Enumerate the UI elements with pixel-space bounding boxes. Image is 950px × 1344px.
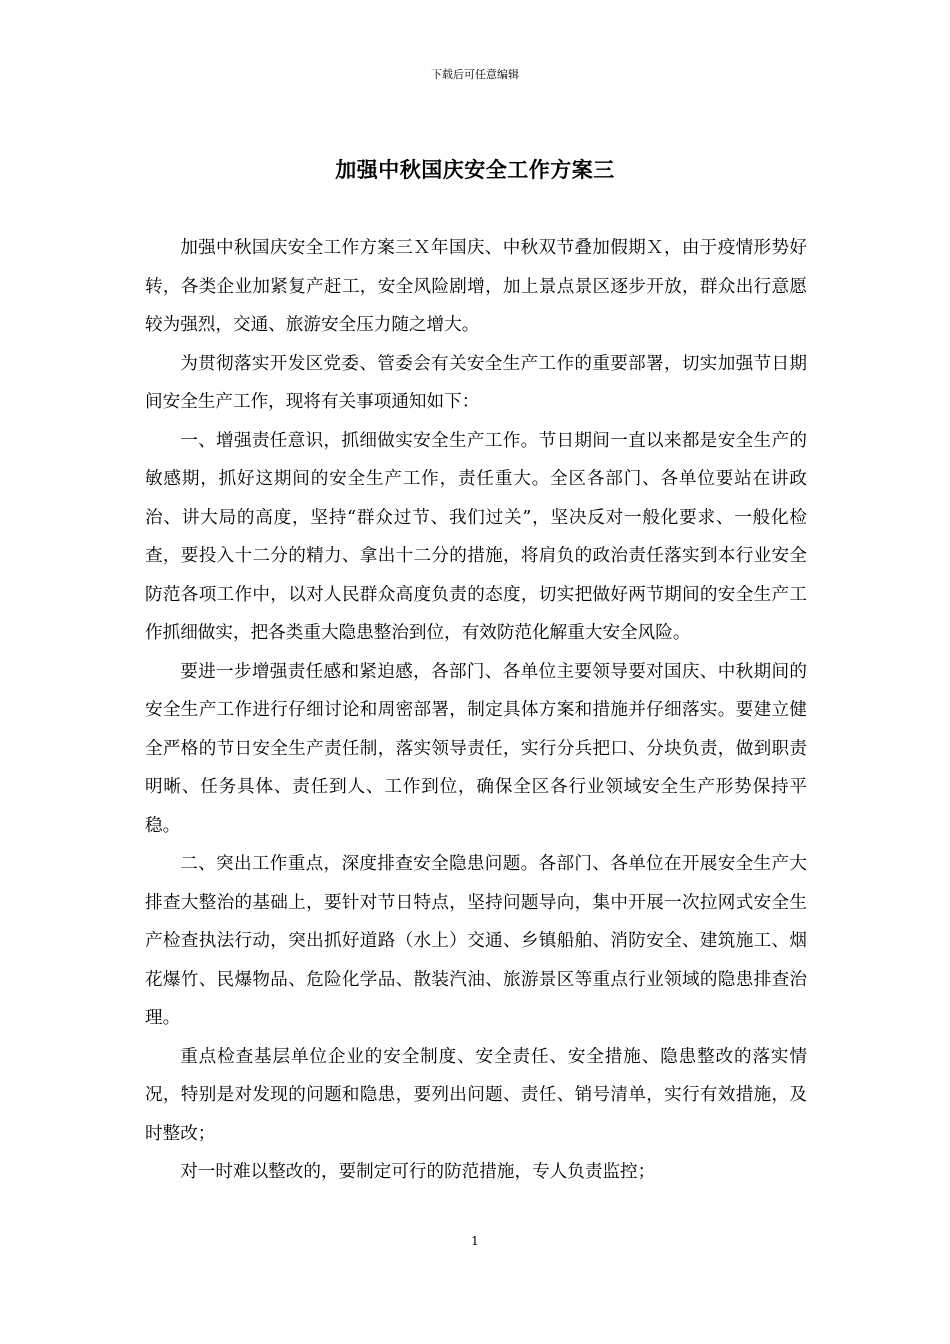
- paragraph-section-2: 二、突出工作重点，深度排查安全隐患问题。各部门、各单位在开展安全生产大排查大整治的基础上，要针对节日特点，坚持问题导向，集中开展一次拉网式安全生产检查执法行动，突出抓好道路（水上）交通、乡镇船舶、消防安全、建筑施工、烟花爆竹、民爆物品、危险化学品、散装汽油、旅游景区等重点行业领域的隐患排查治理。: [145, 854, 807, 1028]
- paragraph-section-2-inspection: 重点检查基层单位企业的安全制度、安全责任、安全措施、隐患整改的落实情况，特别是对发现的问题和隐患，要列出问题、责任、销号清单，实行有效措施，及时整改；: [145, 1046, 807, 1144]
- document-title: 加强中秋国庆安全工作方案三: [335, 157, 615, 182]
- paragraph-intro: 加强中秋国庆安全工作方案三Ｘ年国庆、中秋双节叠加假期Ｘ，由于疫情形势好转，各类企业加紧复产赶工，安全风险剧增，加上景点景区逐步开放，群众出行意愿较为强烈，交通、旅游安全压力随之增大。: [145, 238, 807, 335]
- paragraph-notice: 为贯彻落实开发区党委、管委会有关安全生产工作的重要部署，切实加强节日期间安全生产工作，现将有关事项通知如下：: [145, 353, 807, 412]
- page-number: 1: [471, 1234, 479, 1248]
- paragraph-section-1: 一、增强责任意识，抓细做实安全生产工作。节日期间一直以来都是安全生产的敏感期，抓好这期间的安全生产工作，责任重大。全区各部门、各单位要站在讲政治、讲大局的高度，坚持“群众过节、我们过关”，坚决反对一般化要求、一般化检查，要投入十二分的精力、拿出十二分的措施，将肩负的政治责任落实到本行业安全防范各项工作中，以对人民群众高度负责的态度，切实把做好两节期间的安全生产工作抓细做实，把各类重大隐患整治到位，有效防范化解重大安全风险。: [145, 430, 807, 643]
- paragraph-section-2-monitoring: 对一时难以整改的，要制定可行的防范措施，专人负责监控；: [180, 1162, 656, 1182]
- paragraph-section-1-detail: 要进一步增强责任感和紧迫感，各部门、各单位主要领导要对国庆、中秋期间的安全生产工作进行仔细讨论和周密部署，制定具体方案和措施并仔细落实。要建立健全严格的节日安全生产责任制，落实领导责任，实行分兵把口、分块负责，做到职责明晰、任务具体、责任到人、工作到位，确保全区各行业领域安全生产形势保持平稳。: [145, 661, 807, 836]
- page-header-note: 下载后可任意编辑: [431, 68, 519, 81]
- document-body: [145, 229, 807, 1192]
